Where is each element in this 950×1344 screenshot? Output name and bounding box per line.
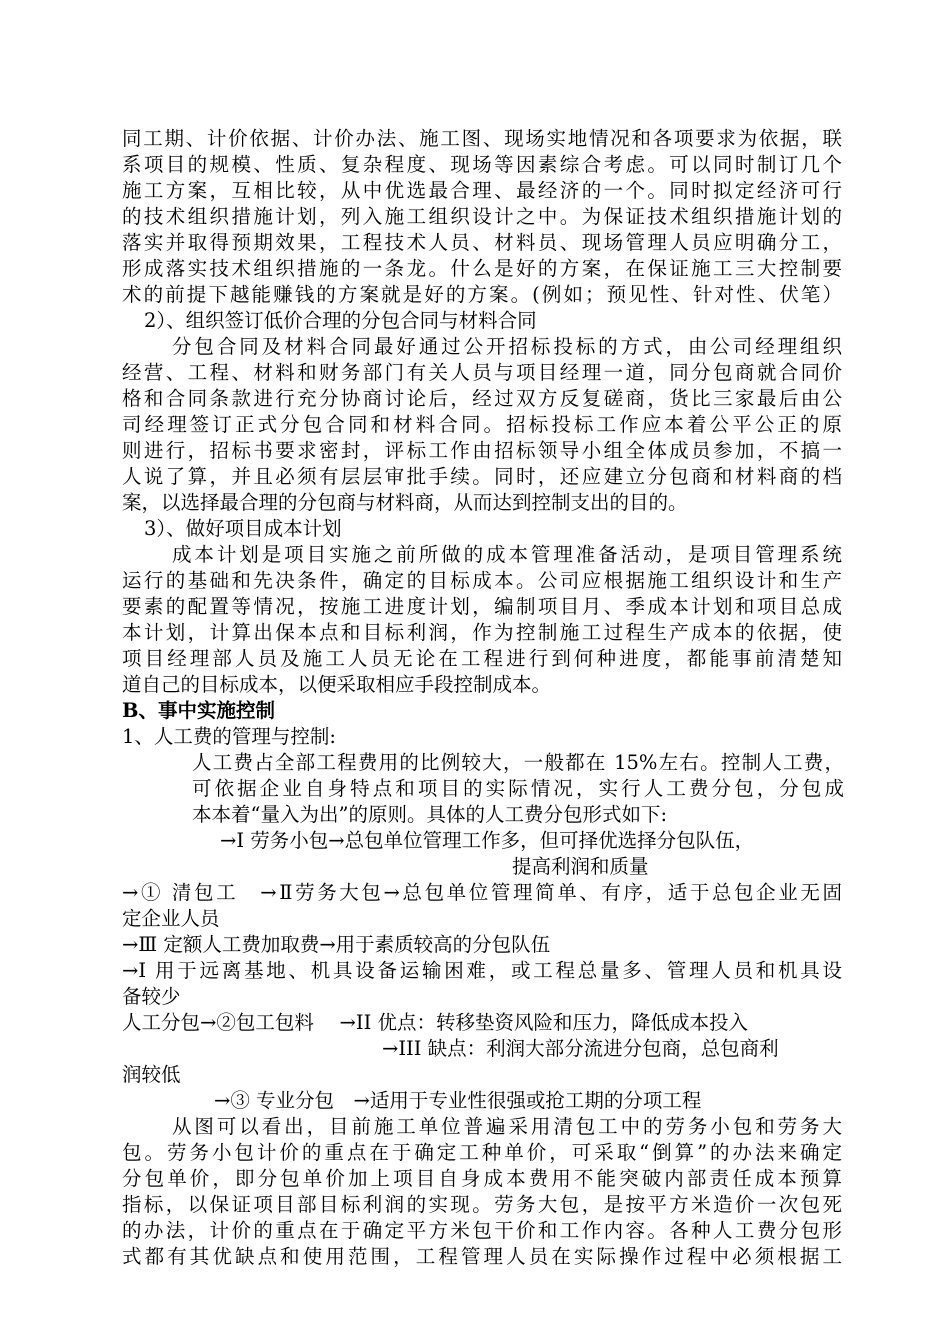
text-line: 格和合同条款进行充分协商讨论后，经过双方反复磋商，货比三家最后由公 bbox=[122, 387, 842, 410]
diagram-line: →③ 专业分包 →适用于专业性很强或抢工期的分项工程 bbox=[214, 1089, 702, 1112]
text-line: 项目经理部人员及施工人员无论在工程进行到何种进度，都能事前清楚知 bbox=[122, 647, 842, 670]
text-line: 人工费占全部工程费用的比例较大，一般都在 15%左右。控制人工费， bbox=[192, 751, 844, 774]
text-line: 案，以选择最合理的分包商与材料商，从而达到控制支出的目的。 bbox=[122, 491, 688, 514]
text-line: 的办法，计价的重点在于确定平方米包干价和工作内容。各种人工费分包形 bbox=[122, 1219, 842, 1242]
text-line: 的技术组织措施计划，列入施工组织设计之中。为保证技术组织措施计划的 bbox=[122, 205, 842, 228]
text-line: 道自己的目标成本，以便采取相应手段控制成本。 bbox=[122, 673, 552, 696]
text-line: 指标，以保证项目部目标利润的实现。劳务大包，是按平方米造价一次包死 bbox=[122, 1193, 842, 1216]
diagram-line: 人工分包→②包工包料 →II 优点：转移垫资风险和压力，降低成本投入 bbox=[122, 1011, 748, 1034]
diagram-line: 润较低 bbox=[122, 1063, 181, 1086]
text-line: 本本着“量入为出”的原则。具体的人工费分包形式如下: bbox=[192, 803, 668, 826]
text-line: 术的前提下越能赚钱的方案就是好的方案。(例如；预见性、针对性、伏笔） bbox=[122, 283, 842, 306]
text-line: 系项目的规模、性质、复杂程度、现场等因素综合考虑。可以同时制订几个 bbox=[122, 153, 842, 176]
text-line: 同工期、计价依据、计价办法、施工图、现场实地情况和各项要求为依据，联 bbox=[122, 127, 842, 150]
diagram-line: →Ⅰ 劳务小包→总包单位管理工作多，但可择优选择分包队伍， bbox=[220, 829, 755, 852]
list-item-heading: 1、人工费的管理与控制: bbox=[122, 725, 336, 748]
text-line: 则进行，招标书要求密封，评标工作由招标领导小组全体成员参加，不搞一 bbox=[122, 439, 842, 462]
diagram-line: →I 用于远离基地、机具设备运输困难，或工程总量多、管理人员和机具设 bbox=[122, 959, 842, 982]
diagram-line: 提高利润和质量 bbox=[512, 855, 649, 878]
text-line: 司经理签订正式分包合同和材料合同。招标投标工作应本着公平公正的原 bbox=[122, 413, 842, 436]
text-line: 分包合同及材料合同最好通过公开招标投标的方式，由公司经理组织 bbox=[172, 335, 842, 358]
text-line: 运行的基础和先决条件，确定的目标成本。公司应根据施工组织设计和生产 bbox=[122, 569, 842, 592]
text-line: 落实并取得预期效果，工程技术人员、材料员、现场管理人员应明确分工， bbox=[122, 231, 842, 254]
text-line: 式都有其优缺点和使用范围，工程管理人员在实际操作过程中必须根据工 bbox=[122, 1245, 842, 1268]
text-line: 可依据企业自身特点和项目的实际情况，实行人工费分包，分包成 bbox=[192, 777, 844, 800]
diagram-line: →Ⅲ 定额人工费加取费→用于素质较高的分包队伍 bbox=[122, 933, 551, 956]
section-heading: 3）、做好项目成本计划 bbox=[144, 517, 342, 540]
text-line: 人说了算，并且必须有层层审批手续。同时，还应建立分包商和材料商的档 bbox=[122, 465, 842, 488]
section-heading: 2）、组织签订低价合理的分包合同与材料合同 bbox=[144, 309, 537, 332]
diagram-line: →① 清包工 →Ⅱ劳务大包→总包单位管理简单、有序，适于总包企业无固 bbox=[122, 881, 842, 904]
text-line: 要素的配置等情况，按施工进度计划，编制项目月、季成本计划和项目总成 bbox=[122, 595, 842, 618]
text-line: 成本计划是项目实施之前所做的成本管理准备活动，是项目管理系统 bbox=[172, 543, 842, 566]
text-line: 经营、工程、材料和财务部门有关人员与项目经理一道，同分包商就合同价 bbox=[122, 361, 842, 384]
text-line: 本计划，计算出保本点和目标利润，作为控制施工过程生产成本的依据，使 bbox=[122, 621, 842, 644]
text-line: 包。劳务小包计价的重点在于确定工种单价，可采取“倒算”的办法来确定 bbox=[122, 1141, 842, 1164]
text-line: 分包单价，即分包单价加上项目自身成本费用不能突破内部责任成本预算 bbox=[122, 1167, 842, 1190]
diagram-line: →III 缺点：利润大部分流进分包商，总包商利 bbox=[382, 1037, 779, 1060]
text-line: 施工方案，互相比较，从中优选最合理、最经济的一个。同时拟定经济可行 bbox=[122, 179, 842, 202]
diagram-line: 备较少 bbox=[122, 985, 181, 1008]
text-line: 形成落实技术组织措施的一条龙。什么是好的方案，在保证施工三大控制要 bbox=[122, 257, 842, 280]
text-line: 从图可以看出，目前施工单位普遍采用清包工中的劳务小包和劳务大 bbox=[172, 1115, 842, 1138]
section-heading: B、事中实施控制 bbox=[122, 699, 275, 722]
diagram-line: 定企业人员 bbox=[122, 907, 220, 930]
